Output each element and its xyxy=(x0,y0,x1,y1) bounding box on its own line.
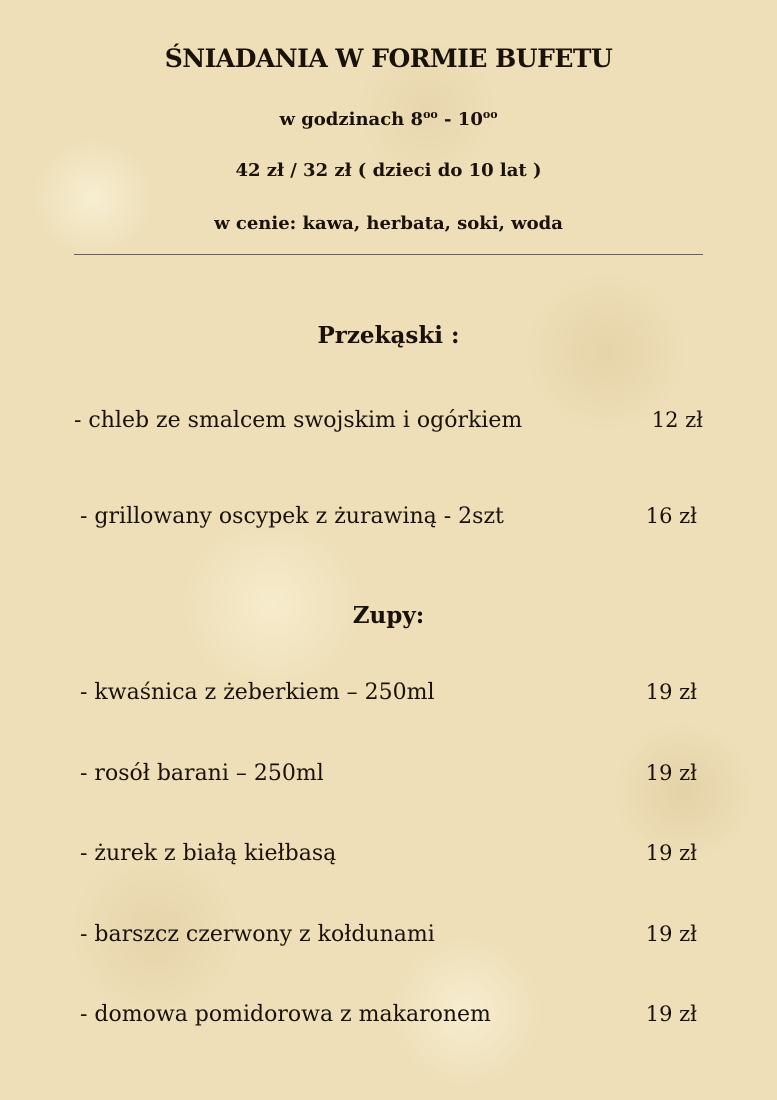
menu-item-price: 19 zł xyxy=(645,922,697,946)
breakfast-hours xyxy=(0,108,777,130)
menu-item xyxy=(0,761,777,793)
menu-item xyxy=(0,680,777,712)
hours-start-minutes: oo xyxy=(423,108,438,121)
hours-end-minutes: oo xyxy=(482,108,498,121)
hours-prefix: w godzinach xyxy=(279,109,405,130)
hours-end: 10 xyxy=(457,109,483,130)
header-divider xyxy=(74,254,703,255)
hours-separator: - xyxy=(444,109,452,130)
menu-item xyxy=(0,922,777,954)
menu-item-price: 19 zł xyxy=(645,680,697,704)
menu-item xyxy=(0,408,777,440)
page-title: ŚNIADANIA W FORMIE BUFETU xyxy=(164,44,613,73)
menu-item-name: - grillowany oscypek z żurawiną - 2szt xyxy=(80,504,504,529)
menu-item-price: 16 zł xyxy=(645,504,697,528)
menu-item-name: - żurek z białą kiełbasą xyxy=(80,841,337,866)
menu-item-name: - domowa pomidorowa z makaronem xyxy=(80,1002,491,1027)
menu-item-name: - chleb ze smalcem swojskim i ogórkiem xyxy=(74,408,523,433)
menu-item-name: - kwaśnica z żeberkiem – 250ml xyxy=(80,680,435,705)
menu-item-price: 19 zł xyxy=(645,1002,697,1026)
section-title-snacks: Przekąski : xyxy=(317,322,460,349)
menu-item xyxy=(0,841,777,873)
menu-item-price: 12 zł xyxy=(651,408,703,432)
menu-item-name: - barszcz czerwony z kołdunami xyxy=(80,922,435,947)
section-title-soups: Zupy: xyxy=(352,602,425,629)
menu-item-price: 19 zł xyxy=(645,841,697,865)
hours-start: 8 xyxy=(410,109,424,130)
breakfast-price: 42 zł / 32 zł ( dzieci do 10 lat ) xyxy=(235,160,542,181)
menu-item-price: 19 zł xyxy=(645,761,697,785)
menu-item-name: - rosół barani – 250ml xyxy=(80,761,324,786)
menu-item xyxy=(0,504,777,536)
menu-item xyxy=(0,1002,777,1034)
price-includes: w cenie: kawa, herbata, soki, woda xyxy=(214,213,563,234)
